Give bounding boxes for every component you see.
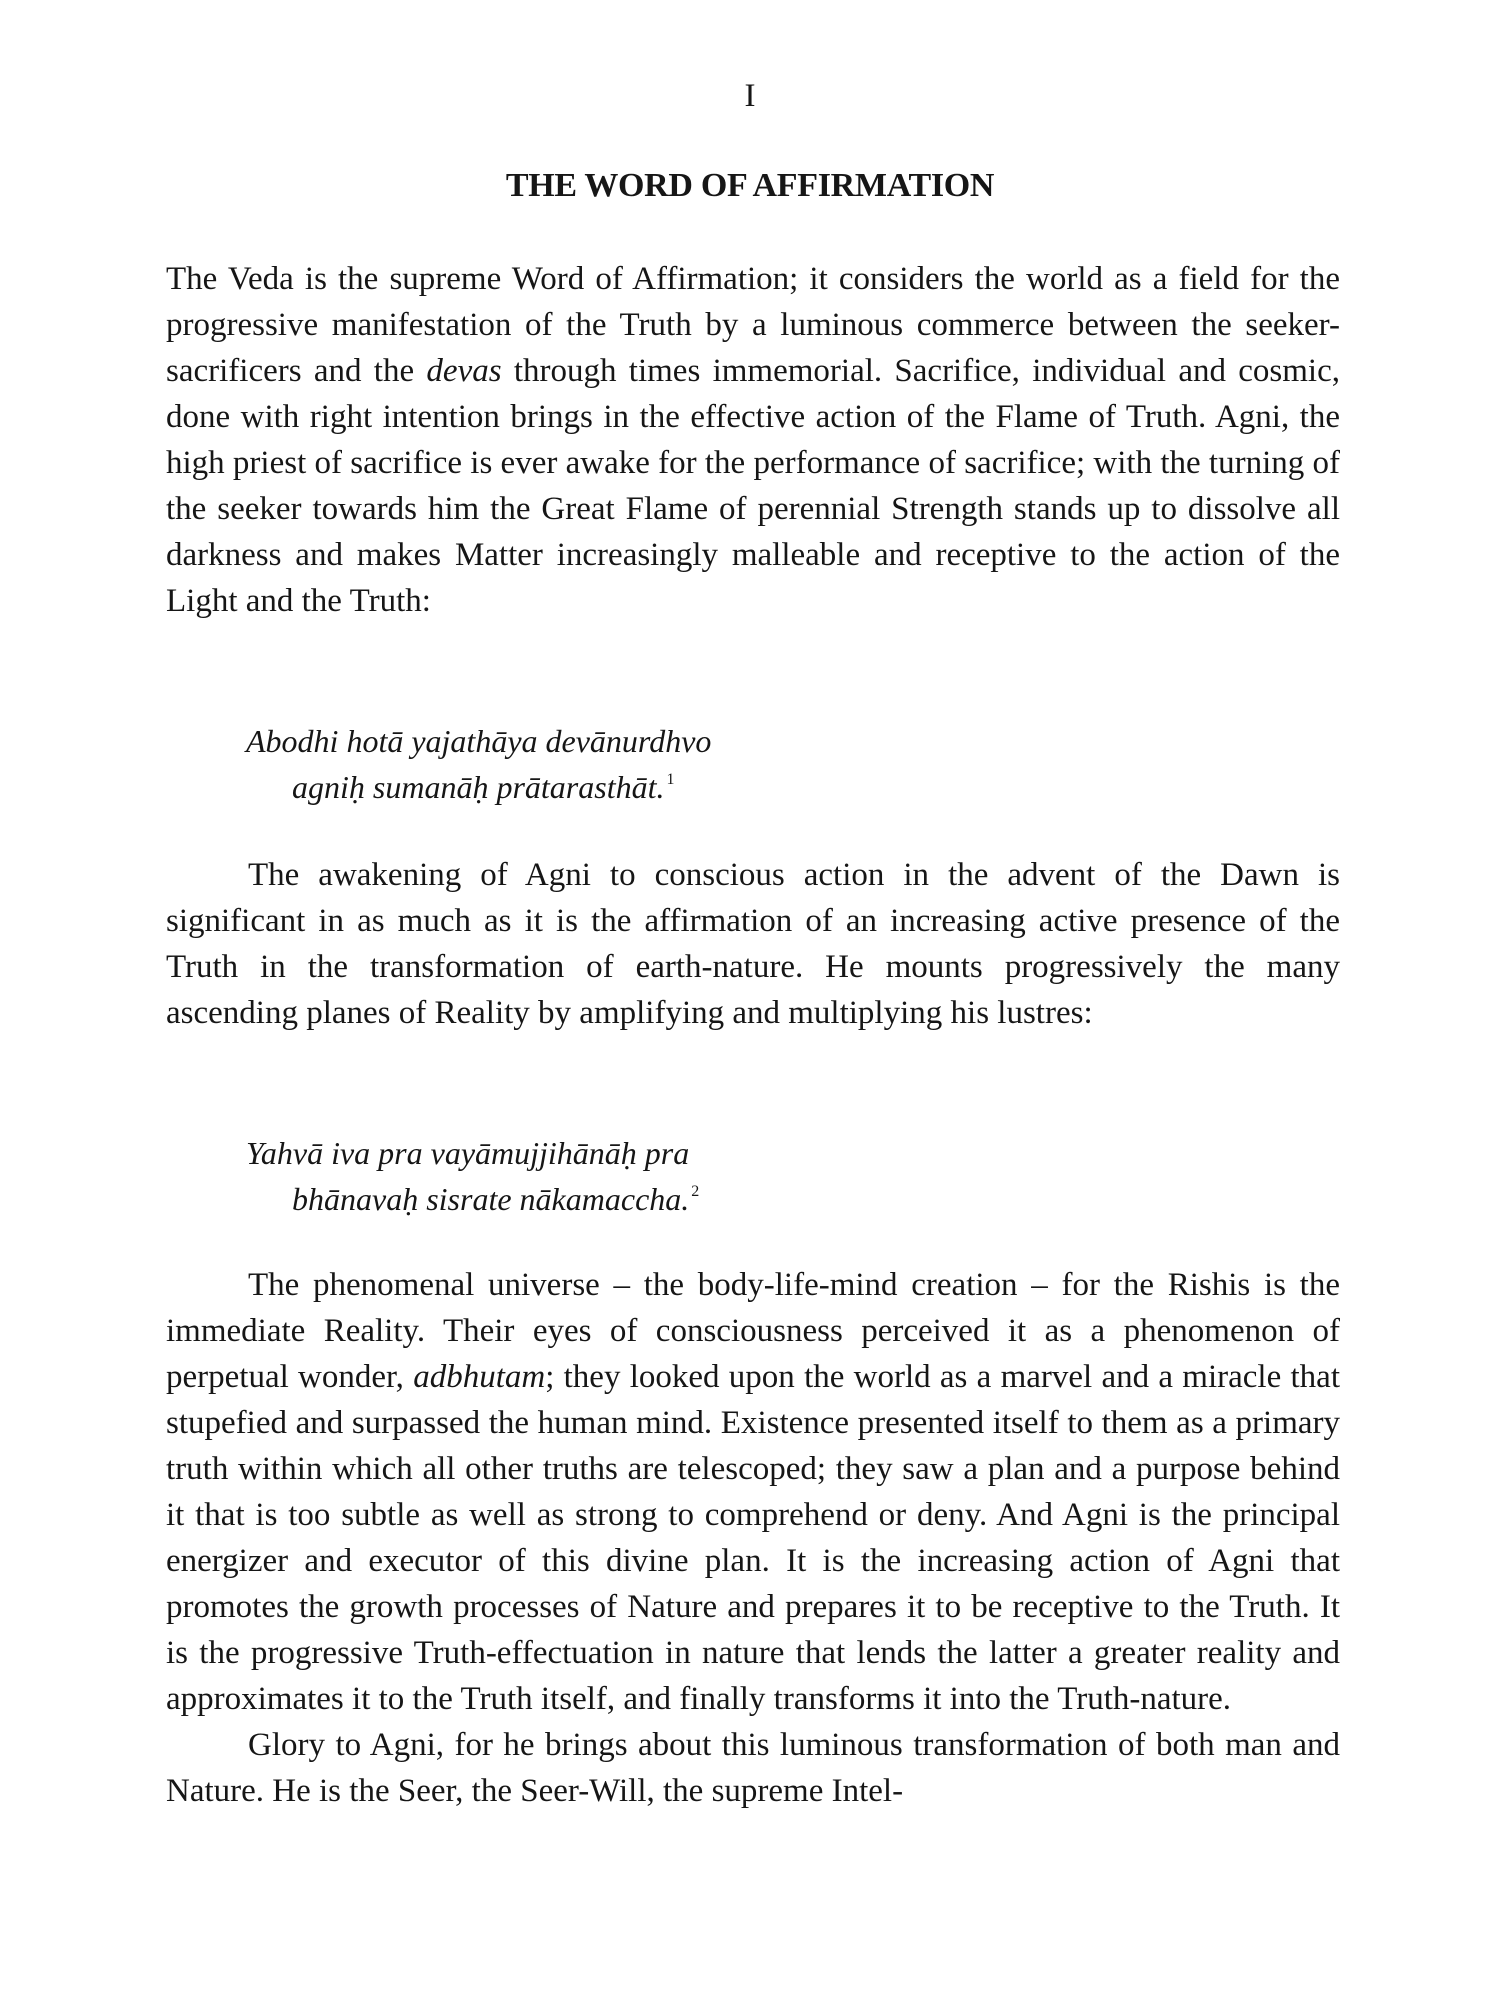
verse-2-line-1: Yahvā iva pra vayāmujjihānāḥ pra	[246, 1135, 690, 1171]
paragraph-3-part-a: The phenomenal universe – the body-life-mind creation – for the Rishis is the immediate Reality. Their eyes of consciousness perceived it as a phenomenon of perpetual wonder,	[166, 1267, 1340, 1395]
paragraph-1-text	[166, 256, 1340, 624]
paragraph-1-part-b: through times immemorial. Sacrifice, individual and cosmic, done with right intention brings in the effective action of the Flame of Truth. Agni, the high priest of sacrifice is ever awake for the performance of sacrifice; with the turning of the seeker towards him the Great Flame of perennial Strength stands up to dissolve all darkness and makes Matter increasingly malleable and receptive to the action of the Light and the Truth:	[166, 353, 1340, 619]
paragraph-1-part-a: The Veda is the supreme Word of Affirmation; it considers the world as a field for the progressive manifestation of the Truth by a luminous commerce between the seeker-sacrificers and the	[166, 261, 1340, 389]
paragraph-4-text: Glory to Agni, for he brings about this luminous transformation of both man and Nature. He is the Seer, the Seer-Will, the supreme Intel-	[166, 1727, 1340, 1809]
verse-quotation-1	[246, 718, 711, 810]
paragraph-3-and-4	[166, 1262, 1340, 1814]
paragraph-2-text: The awakening of Agni to conscious action in the advent of the Dawn is significant in as much as it is the affirmation of an increasing active presence of the Truth in the transformation of earth-nature. He mounts progressively the many ascending planes of Reality by amplifying and multiplying his lustres:	[166, 857, 1340, 1031]
verse-1-line-2	[246, 764, 711, 810]
paragraph-1	[166, 256, 1340, 624]
verse-2-line-2-text: bhānavaḥ sisrate nākamaccha.	[292, 1181, 690, 1217]
paragraph-3-text	[166, 1262, 1340, 1722]
chapter-title: THE WORD OF AFFIRMATION	[505, 167, 995, 204]
verse-quotation-2	[246, 1130, 699, 1222]
paragraph-2	[166, 852, 1340, 1036]
chapter-number: I	[744, 78, 756, 114]
italic-term-devas: devas	[426, 353, 502, 389]
paragraph-3-part-b: ; they looked upon the world as a marvel and a miracle that stupefied and surpassed the human mind. Existence presented itself to them as a primary truth within which all other truths are telescoped; they saw a plan and a purpose behind it that is too subtle as well as strong to comprehend or deny. And Agni is the principal energizer and executor of this divine plan. It is the increasing action of Agni that promotes the growth processes of Nature and prepares it to be receptive to the Truth. It is the progressive Truth-effectuation in nature that lends the latter a greater reality and approximates it to the Truth itself, and finally transforms it into the Truth-nature.	[166, 1359, 1340, 1717]
footnote-marker-1: 1	[666, 771, 675, 788]
verse-1-line-2-text: agniḥ sumanāḥ prātarasthāt.	[292, 769, 665, 805]
verse-1-line-1: Abodhi hotā yajathāya devānurdhvo	[246, 723, 712, 759]
italic-term-adbhutam: adbhutam	[413, 1359, 546, 1395]
verse-2-line-2	[246, 1176, 699, 1222]
footnote-marker-2: 2	[691, 1183, 700, 1200]
